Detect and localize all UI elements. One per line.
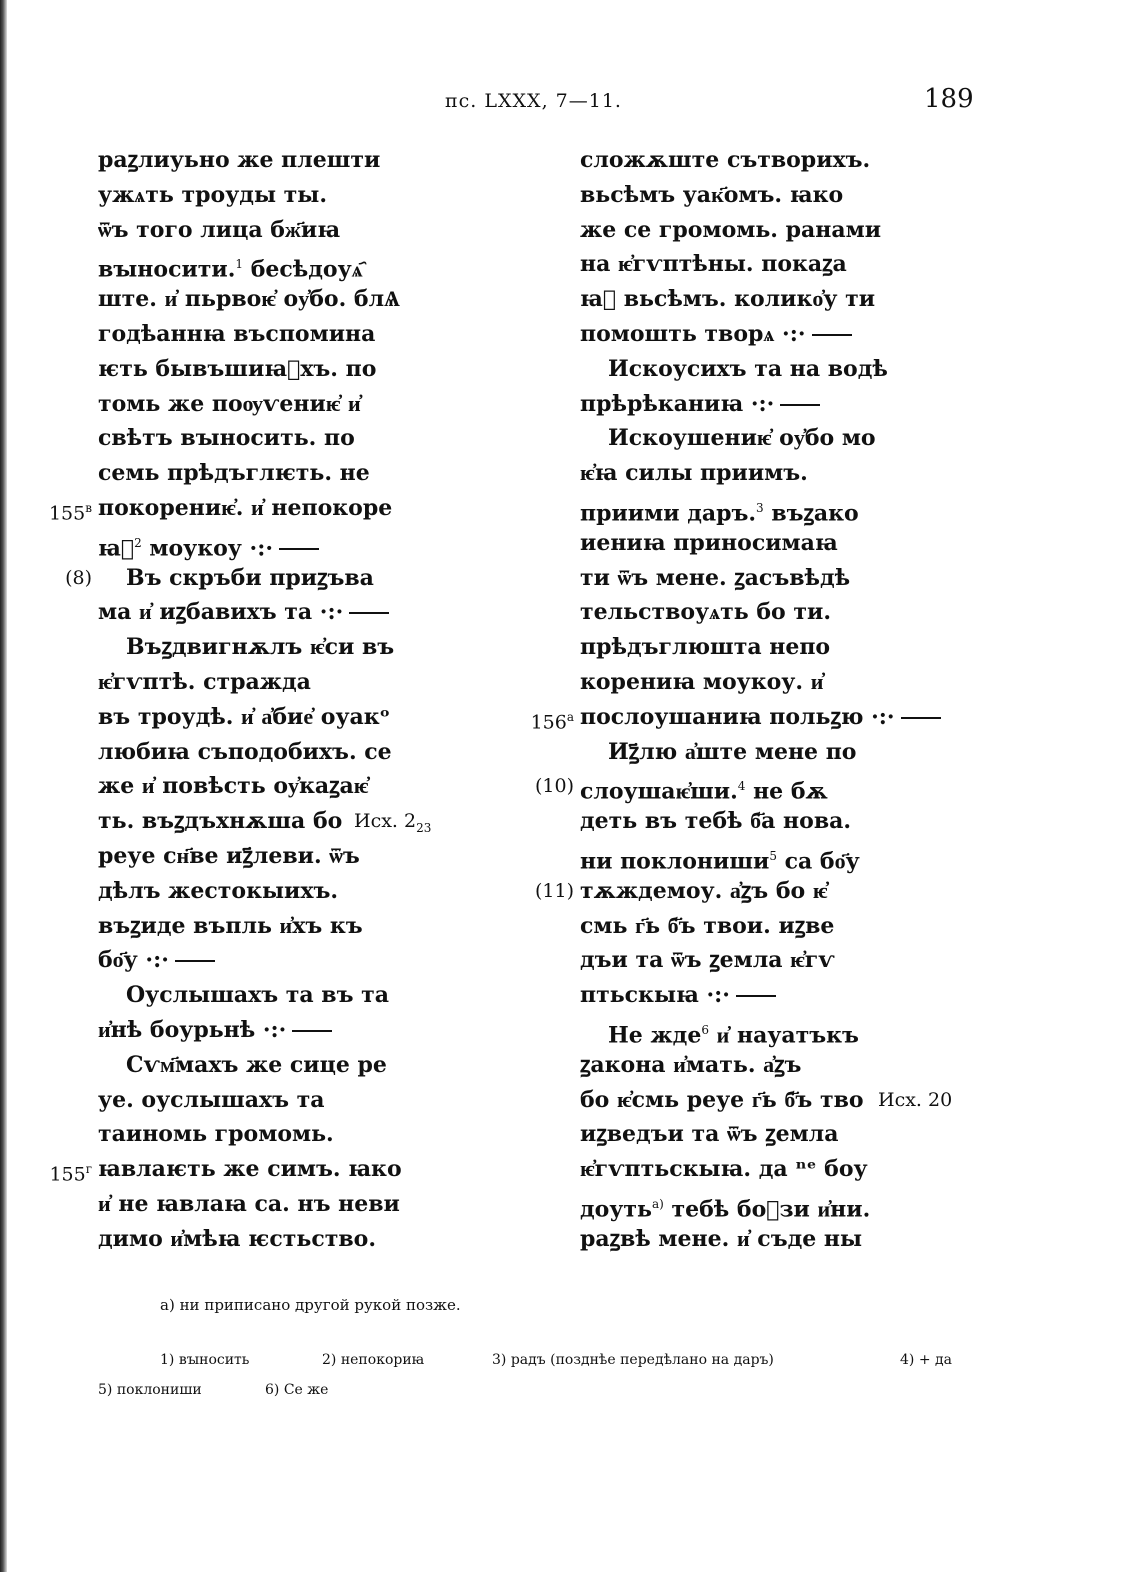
line-text-cont: моукоу ·:· [141, 535, 273, 562]
footnote-1: 1) вꙑносить [160, 1352, 250, 1368]
footnote-ref: a) [651, 1196, 664, 1211]
footnote-4: 4) + да [900, 1352, 952, 1368]
line-text: корениꙗ моукоу. и҆ [580, 668, 824, 695]
left-line [98, 943, 418, 978]
margin-reference-left [535, 769, 574, 804]
footnote-ref: 2 [134, 535, 142, 550]
line-text: покорениѥ҆. и҆ непокоре [98, 494, 393, 521]
left-line [98, 387, 418, 422]
left-line [98, 456, 418, 491]
line-text: иениꙗ приносимаꙗ [580, 529, 838, 556]
line-text: Не жде [608, 1022, 702, 1049]
footnote-2: 2) непокориꙗ [322, 1352, 425, 1368]
right-line [534, 874, 870, 909]
right-line [580, 178, 870, 213]
line-text: ти ѿъ мене. ꙁасъвѣдѣ [580, 564, 851, 591]
margin-reference-left [535, 874, 574, 909]
line-text: ште. и҆ пьрвоѥ҆ оу҆бо. блѦ [98, 286, 400, 313]
left-line [98, 874, 418, 909]
line-text: семь прѣдъглѥть. не [98, 460, 370, 487]
right-line [580, 247, 870, 282]
right-line [580, 839, 870, 874]
right-line [580, 665, 870, 700]
line-text: дъи та ѿъ ꙁемла ѥ҆гѵ [580, 947, 835, 974]
left-line [98, 247, 418, 282]
line-text: же се громомь. ранами [580, 216, 882, 243]
line-text: раꙁвѣ мене. и҆ съде ны [580, 1225, 863, 1252]
left-line [48, 491, 418, 526]
line-text: помошть творѧ ·:· [580, 320, 806, 347]
left-line [98, 804, 432, 839]
line-text: ѥ҆гѵптѣ. стражда [98, 668, 311, 695]
line-text: ѿъ того лица бж҃иꙗ [98, 216, 341, 243]
line-text: раꙁлиуьно же плешти [98, 147, 381, 173]
line-text: Въꙁдвигнѫлъ ѥ҆си въ [126, 634, 395, 661]
margin-reference-left [49, 1152, 92, 1192]
left-line [98, 282, 418, 317]
margin-reference-left [65, 561, 92, 596]
right-line [580, 352, 888, 387]
footnote-a: а) ни приписано другой рукой позже. [160, 1296, 461, 1314]
line-text: ть. въꙁдъхнѫша бо [98, 808, 343, 835]
left-line [98, 735, 418, 770]
left-line [98, 1187, 418, 1222]
left-line [98, 213, 418, 248]
line-text: вꙑносити. [98, 256, 236, 283]
right-line [580, 526, 870, 561]
page-binding-edge [0, 0, 7, 1572]
line-text: сложѫште сътворихъ. [580, 147, 871, 173]
line-text: прѣдъглюшта непо [580, 634, 831, 661]
margin-number: (10) [534, 775, 574, 798]
line-text: Оуслышахъ та въ та [126, 982, 390, 1009]
page-number: 189 [924, 84, 974, 114]
footnote-ref: 6 [701, 1022, 709, 1037]
margin-letter: в [85, 500, 92, 515]
line-text: вьсѣмъ уак҃омъ. ꙗко [580, 181, 844, 208]
section-end-dash [175, 960, 215, 962]
footnote-ref: 4 [737, 779, 746, 794]
right-line [580, 282, 876, 317]
line-text: деть въ тебѣ б҃а нова. [580, 808, 852, 835]
margin-reference-left [49, 491, 92, 531]
section-end-dash [279, 548, 319, 550]
right-line [580, 943, 870, 978]
right-line [580, 491, 870, 526]
left-line [98, 595, 418, 630]
line-text: же и҆ повѣсть оу҆каꙁаѥ҆ [98, 773, 369, 800]
left-line [98, 1117, 418, 1152]
line-text: реуе сн҃ве иꙁ҃леви. ѿъ [98, 842, 360, 869]
left-line [98, 1083, 418, 1118]
section-end-dash [736, 995, 776, 997]
left-line [98, 421, 418, 456]
line-text: ꙁакона и҆мать. а҆ꙁъ [580, 1051, 802, 1078]
running-header-title: пс. LXXX, 7—11. [445, 90, 622, 112]
line-text: любиꙗ съподобихъ. се [98, 738, 392, 765]
left-line [98, 1048, 418, 1083]
right-line [580, 595, 870, 630]
left-line [65, 561, 418, 596]
footnote-ref: 1 [235, 257, 244, 272]
section-end-dash [812, 334, 852, 336]
line-text: тѫждемоу. а҆ꙁъ бо ѥ҆ [580, 877, 828, 904]
right-line [580, 978, 870, 1013]
left-line [98, 143, 418, 178]
line-text: доуть [580, 1196, 652, 1223]
line-text: ѥ҆ꙗ силы приимъ. [580, 460, 808, 487]
right-line [580, 143, 870, 178]
left-line [98, 909, 418, 944]
line-text-cont: не бѫ [745, 778, 828, 805]
footnote-5: 5) поклониши [98, 1382, 202, 1398]
right-line [534, 769, 870, 805]
line-text: приими даръ. [580, 500, 757, 527]
section-end-dash [292, 1030, 332, 1032]
left-line [98, 178, 418, 213]
section-end-dash [780, 404, 820, 406]
line-text: бо ѥ҆смь реуе г҃ь б҃ъ тво [580, 1086, 864, 1113]
right-line [580, 735, 870, 770]
line-text: ꙗвлаѥть же симъ. ꙗко [98, 1156, 402, 1183]
right-text-column [530, 143, 953, 1257]
right-line [580, 1152, 870, 1187]
right-line [580, 1222, 870, 1257]
line-text-cont: въꙁако [763, 500, 859, 527]
margin-number: (8) [65, 566, 92, 589]
line-text: Иꙁ҃лю а҆ште мене по [608, 738, 857, 765]
right-line [580, 1117, 870, 1152]
right-line [580, 1048, 870, 1083]
line-text: въꙁиде въпль и҆хъ къ [98, 912, 363, 939]
left-line [98, 1222, 418, 1257]
left-line [98, 352, 418, 387]
line-text: таиномь громомь. [98, 1121, 334, 1148]
footnote-3: 3) радъ (позднѣе передѣлано на даръ) [492, 1352, 774, 1368]
margin-reference-left [531, 700, 574, 740]
line-text: ѥ҆гѵптьскыꙗ. да ⁿᵉ боу [580, 1156, 868, 1183]
line-text: свѣтъ вꙑносить. по [98, 425, 355, 452]
left-line [98, 769, 418, 804]
line-text: годѣаннꙗ въспомина [98, 320, 376, 347]
line-text: Въ скръби приꙁъва [126, 564, 374, 591]
line-text: Искоусихъ та на водѣ [608, 355, 888, 382]
line-text: смь г҃ь б҃ъ твои. иꙁве [580, 912, 835, 939]
citation-sub: 23 [416, 820, 432, 835]
line-text: слоушаѥ҆ши. [580, 778, 738, 805]
right-line [580, 1013, 870, 1048]
footnote-ref: 3 [756, 500, 764, 515]
margin-letter: г [85, 1162, 92, 1177]
line-text: Сѵм҃махъ же сице ре [126, 1051, 387, 1078]
line-text: ꙗ҆ [98, 535, 135, 562]
left-line [49, 1152, 418, 1187]
left-line [98, 665, 418, 700]
line-text: и҆нѣ боурьнѣ ·:· [98, 1016, 287, 1043]
line-text: птьскыꙗ ·:· [580, 982, 730, 1009]
line-text: иꙁведъи та ѿъ ꙁемла [580, 1121, 839, 1148]
margin-number: (11) [534, 879, 574, 902]
right-line [580, 456, 870, 491]
right-line [580, 1187, 870, 1222]
right-line [580, 387, 870, 422]
line-text: въ троудѣ. и҆ а҆бие҆ оуакᵒ [98, 703, 390, 730]
margin-number: 155 [48, 502, 86, 525]
line-text: ужѧть троуды ты. [98, 181, 328, 208]
left-line [98, 630, 418, 665]
line-text: димо и҆мѣꙗ ѥстьство. [98, 1225, 376, 1252]
right-line [580, 1083, 953, 1118]
margin-citation-right [878, 1083, 952, 1118]
line-text: ꙗ҆ вьсѣмъ. колико҆у ти [580, 286, 876, 313]
line-text-cont: тебѣ бо꙼зи и҆ни. [663, 1196, 871, 1223]
section-end-dash [901, 717, 941, 719]
line-text-cont: бесѣдоуѧ҄ [243, 256, 363, 283]
right-line [580, 561, 870, 596]
line-text: на ѥ҆гѵптѣны. покаꙁа [580, 251, 847, 278]
left-line [98, 978, 418, 1013]
line-text: послоушаниꙗ польꙁю ·:· [580, 703, 895, 730]
left-line [98, 526, 418, 561]
right-line [580, 421, 876, 456]
right-line [580, 909, 870, 944]
margin-number: 155 [49, 1163, 86, 1186]
citation-text: Исх. 20 [878, 1088, 953, 1111]
line-text: прѣрѣканиꙗ ·:· [580, 390, 775, 417]
section-end-dash [349, 612, 389, 614]
right-line [580, 630, 870, 665]
line-text: Искоушениѥ҆ оу҆бо мо [608, 425, 876, 452]
line-text: дѣлъ жестокыихъ. [98, 877, 339, 904]
citation-text: Исх. 2 [354, 810, 417, 833]
line-text: ма и҆ иꙁбавихъ та ·:· [98, 599, 344, 626]
line-text: томь же поѹѵениѥ҆ и҆ [98, 390, 361, 417]
left-line [98, 1013, 418, 1048]
right-line [580, 213, 882, 248]
line-text-cont: и҆ науатъкъ [708, 1022, 859, 1049]
right-line [580, 317, 870, 352]
margin-number: 156 [530, 711, 567, 734]
left-text-column [48, 143, 432, 1257]
left-line [98, 317, 418, 352]
margin-letter: а [566, 709, 574, 724]
line-text: бо҃у ·:· [98, 947, 169, 974]
line-text: и҆ не ꙗвлаꙗ са. нъ неви [98, 1190, 400, 1217]
footnote-ref: 5 [769, 848, 777, 863]
line-text: тельствоуѧть бо ти. [580, 599, 831, 626]
right-line [580, 804, 870, 839]
line-text: уе. оуслышахъ та [98, 1086, 325, 1113]
footnote-6: 6) Се же [265, 1382, 329, 1398]
left-line [98, 839, 418, 874]
line-text: ѥть бывъшиꙗ҆хъ. по [98, 355, 377, 382]
line-text: ни поклониши [580, 848, 770, 875]
line-text-cont: са бо҃у [776, 848, 860, 875]
right-line [530, 700, 895, 735]
left-line [98, 700, 418, 735]
